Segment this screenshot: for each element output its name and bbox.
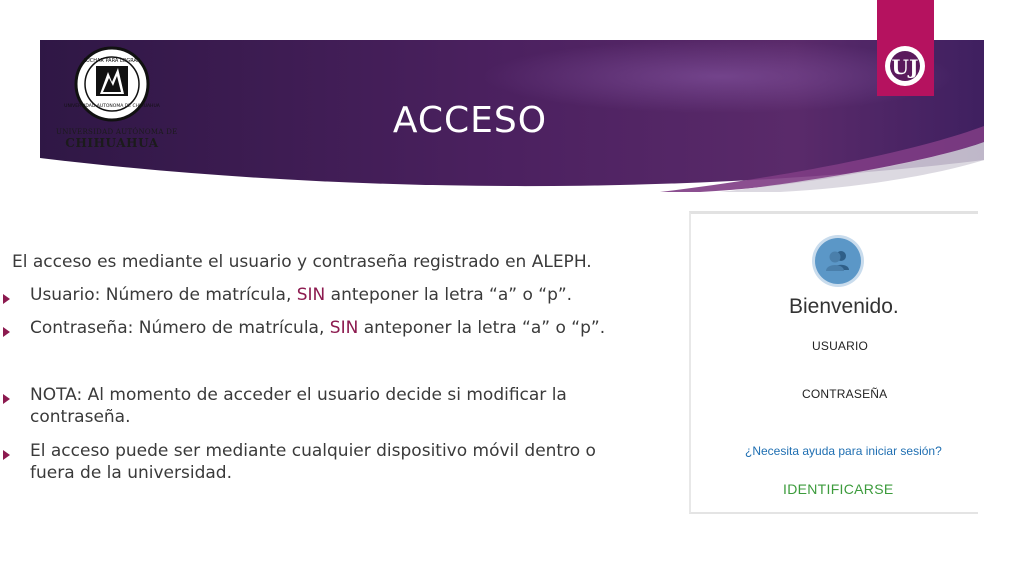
users-icon: [815, 238, 861, 284]
university-logo: [56, 44, 178, 154]
device-line-1: El acceso puede ser mediante cualquier dispositivo móvil dentro o: [30, 441, 596, 461]
login-panel: [689, 211, 978, 514]
password-field[interactable]: CONTRASEÑA: [802, 387, 888, 401]
bullet-arrow-icon: [3, 394, 10, 404]
note-line-2: contraseña.: [30, 407, 131, 427]
uj-logo-icon: [883, 44, 928, 89]
svg-text:UJ: UJ: [891, 55, 919, 79]
university-name-line2: CHIHUAHUA: [65, 136, 159, 150]
username-field[interactable]: USUARIO: [812, 339, 869, 353]
login-button[interactable]: IDENTIFICARSE: [783, 481, 894, 497]
help-link[interactable]: ¿Necesita ayuda para iniciar sesión?: [745, 444, 942, 458]
bullet-password-post: anteponer la letra “a” o “p”.: [358, 318, 606, 338]
note-line-1: NOTA: Al momento de acceder el usuario decide si modificar la: [30, 385, 567, 405]
bullet-arrow-icon: [3, 450, 10, 460]
page-title: ACCESO: [392, 100, 548, 141]
svg-text:UNIVERSIDAD AUTONOMA DE CHIHUA: UNIVERSIDAD AUTONOMA DE CHIHUAHUA: [64, 104, 160, 109]
bullet-user: [30, 285, 572, 306]
bullet-password-pre: Contraseña: Número de matrícula,: [30, 318, 330, 338]
bullet-password-highlight: SIN: [329, 318, 359, 338]
university-name-line1: UNIVERSIDAD AUTÓNOMA DE: [56, 128, 178, 136]
bullet-user-pre: Usuario: Número de matrícula,: [30, 285, 297, 305]
bullet-arrow-icon: [3, 294, 10, 304]
avatar: [815, 238, 861, 284]
university-seal-icon: [56, 44, 168, 128]
bullet-user-highlight: SIN: [296, 285, 326, 305]
bullet-password: [30, 318, 605, 339]
device-line-2: fuera de la universidad.: [30, 463, 232, 483]
welcome-heading: Bienvenido.: [789, 295, 899, 318]
bullet-arrow-icon: [3, 327, 10, 337]
intro-text: El acceso es mediante el usuario y contraseña registrado en ALEPH.: [12, 252, 592, 272]
bullet-user-post: anteponer la letra “a” o “p”.: [325, 285, 573, 305]
svg-text:LUCHAR PARA LOGRAR: LUCHAR PARA LOGRAR: [83, 58, 141, 64]
uj-logo-tab: [877, 0, 934, 96]
